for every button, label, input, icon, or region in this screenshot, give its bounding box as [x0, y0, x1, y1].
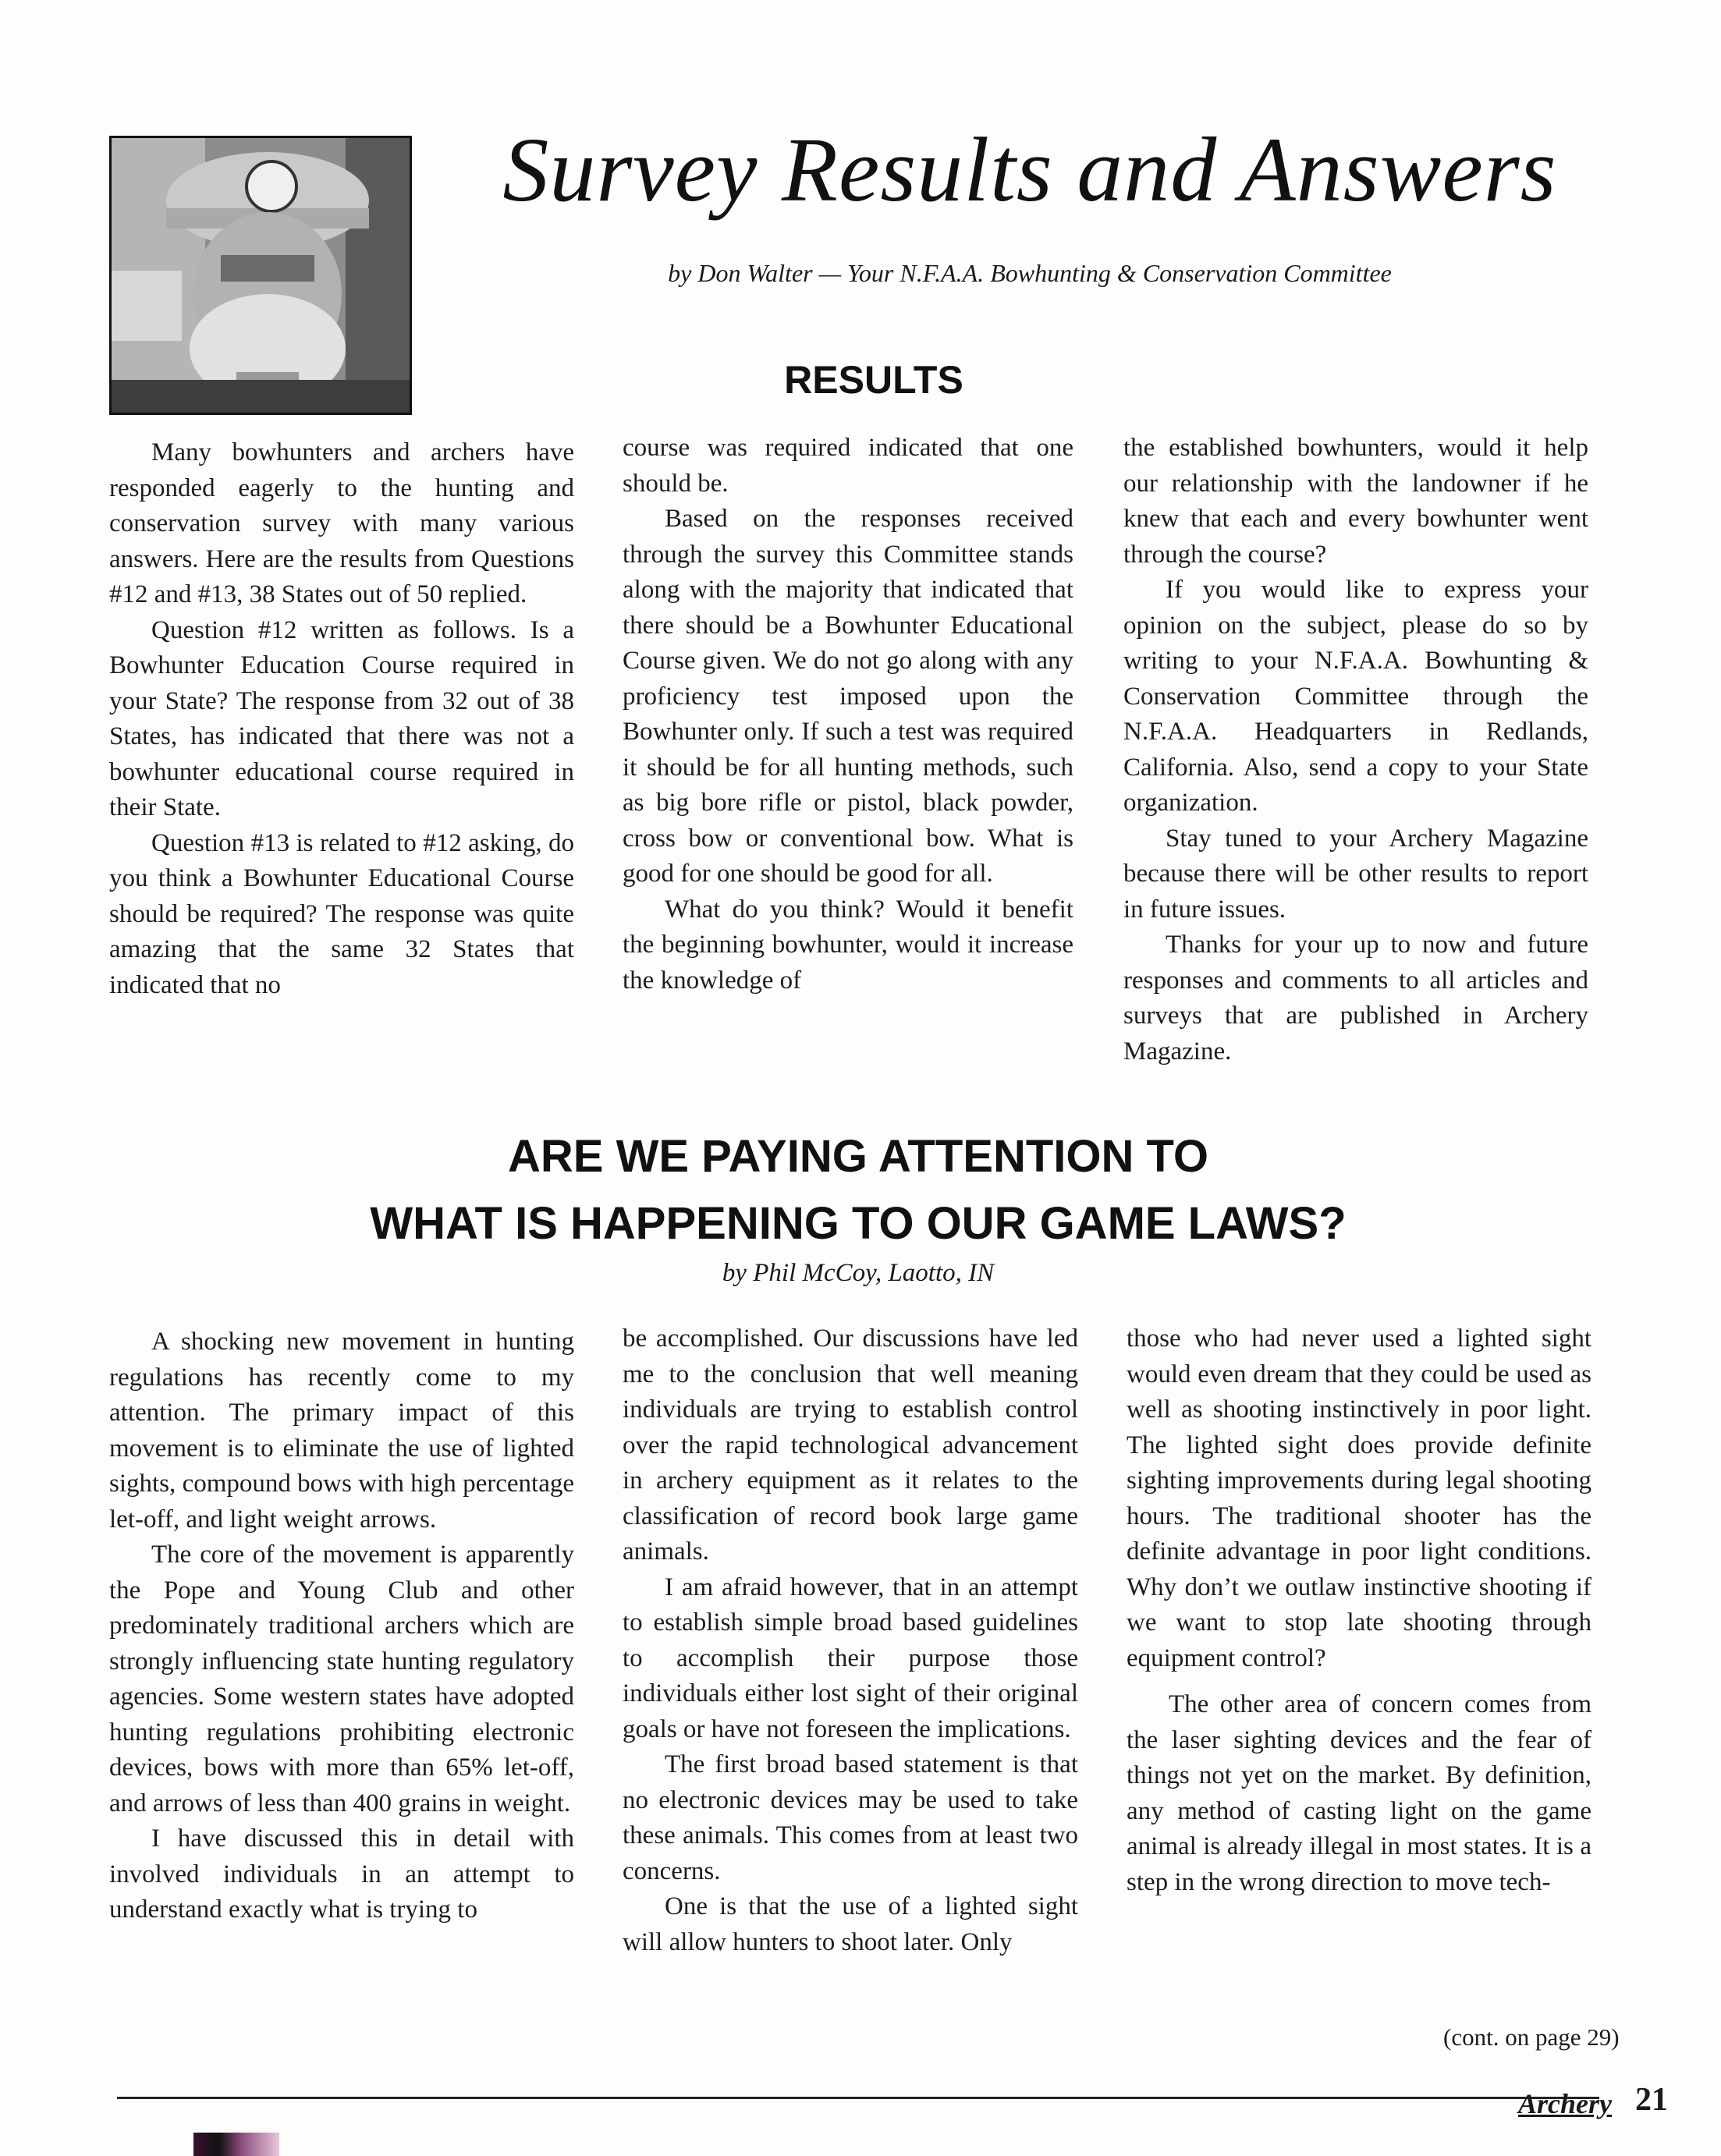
title-line: WHAT IS HAPPENING TO OUR GAME LAWS? [370, 1198, 1347, 1249]
scan-edge-mark [193, 2133, 279, 2156]
article-column [623, 1321, 1078, 1960]
section-heading: RESULTS [784, 358, 963, 402]
paragraph: Stay tuned to your Archery Magazine because there will be other results to report in future issues. [1123, 824, 1588, 924]
paragraph: What do you think? Would it benefit the beginning bowhunter, would it increase the knowledge of [623, 895, 1073, 995]
paragraph: I have discussed this in detail with involved individuals in an attempt to understand exactly what is trying to [109, 1824, 574, 1924]
paragraph: The first broad based statement is that no electronic devices may be used to take these animals. This comes from at least two concerns. [623, 1750, 1078, 1885]
paragraph: If you would like to express your opinion on the subject, please do so by writing to your N.F.A.A. Bowhunting & Conservation Committee through the N.F.A.A. Headquarters in Redlands, California. Also, send a copy to your State organization. [1123, 576, 1588, 817]
footer-rule [117, 2097, 1599, 2099]
article-byline: by Don Walter — Your N.F.A.A. Bowhunting & Conservation Committee [668, 259, 1392, 287]
title-line: ARE WE PAYING ATTENTION TO [508, 1131, 1208, 1182]
article-title: Survey Results and Answers [502, 119, 1557, 221]
paragraph: Question #12 written as follows. Is a Bowhunter Education Course required in your State? The response from 32 out of 38 States, has indicated that there was not a bowhunter educational course required in their State. [109, 615, 574, 821]
article-column [1123, 431, 1588, 1069]
author-portrait-graphic [112, 138, 410, 413]
paragraph: Thanks for your up to now and future responses and comments to all articles and surveys that are published in Archery Magazine. [1123, 931, 1588, 1066]
paragraph: course was required indicated that one should be. [623, 434, 1073, 498]
paragraph: One is that the use of a lighted sight will allow hunters to shoot later. Only [623, 1892, 1078, 1956]
paragraph: A shocking new movement in hunting regulations has recently come to my attention. The primary impact of this movement is to eliminate the use of lighted sights, compound bows with high percentage let-off, and light weight arrows. [109, 1328, 574, 1534]
paragraph: the established bowhunters, would it help our relationship with the landowner if he knew that each and every bowhunter went through the course? [1123, 434, 1588, 569]
article-title [156, 1123, 1560, 1257]
paragraph: Based on the responses received through the survey this Committee stands along with the majority that indicated that there should be a Bowhunter Educational Course given. We do not go along with any proficiency test imposed upon the Bowhunter only. If such a test was required it should be for all hunting methods, such as big bore rifle or pistol, black powder, cross bow or conventional bow. What is good for one should be good for all. [623, 505, 1073, 888]
article-column [109, 435, 574, 1003]
article-column [623, 431, 1073, 998]
paragraph: be accomplished. Our discussions have led me to the conclusion that well meaning individuals are trying to establish control over the rapid technological advancement in archery equipment as it relates to the classification of record book large game animals. [623, 1324, 1078, 1566]
footer-magazine-name: Archery [1518, 2088, 1612, 2119]
author-photo [109, 136, 412, 415]
page-number: 21 [1635, 2082, 1668, 2118]
article-column [109, 1324, 574, 1928]
article-column [1127, 1321, 1591, 1900]
paragraph: The core of the movement is apparently the Pope and Young Club and other predominately traditional archers which are strongly influencing state hunting regulatory agencies. Some western states have adopted hunting regulations prohibiting electronic devices, bows with more than 65% let-off, and arrows of less than 400 grains in weight. [109, 1541, 574, 1817]
continued-note: (cont. on page 29) [1443, 2023, 1620, 2051]
paragraph: Many bowhunters and archers have responded eagerly to the hunting and conservation survey with many various answers. Here are the results from Questions #12 and #13, 38 States out of 50 replied. [109, 438, 574, 608]
article-byline: by Phil McCoy, Laotto, IN [722, 1259, 995, 1287]
paragraph: The other area of concern comes from the laser sighting devices and the fear of things not yet on the market. By definition, any method of casting light on the game animal is already illegal in most states. It is a step in the wrong direction to move tech- [1127, 1690, 1591, 1896]
paragraph: those who had never used a lighted sight would even dream that they could be used as well as shooting instinctively in poor light. The lighted sight does provide definite sighting improvements during legal shooting hours. The traditional shooter has the definite advantage in poor light conditions. Why don’t we outlaw instinctive shooting if we want to stop late shooting through equipment control? [1127, 1324, 1591, 1672]
paragraph: I am afraid however, that in an attempt to establish simple broad based guidelines to accomplish their purpose those individuals either lost sight of their original goals or have not foreseen the implications. [623, 1573, 1078, 1743]
paragraph: Question #13 is related to #12 asking, do you think a Bowhunter Educational Course should be required? The response was quite amazing that the same 32 States that indicated that no [109, 828, 574, 999]
